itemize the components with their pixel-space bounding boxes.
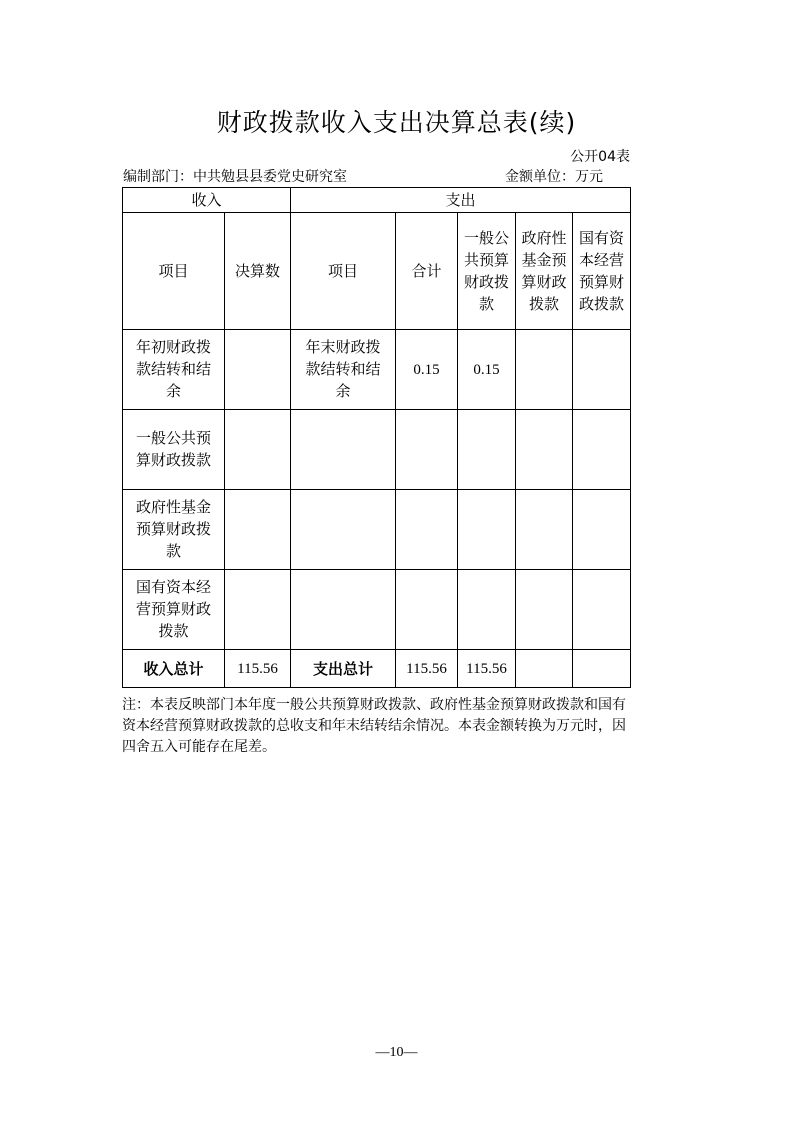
row-general [458, 410, 516, 490]
total-total: 115.56 [396, 650, 458, 688]
row-state [573, 570, 631, 650]
row-expense-item: 年末财政拨款结转和结余 [291, 330, 396, 410]
row-total [396, 570, 458, 650]
group-expense-header: 支出 [291, 188, 631, 213]
header-income-item: 项目 [123, 213, 225, 330]
group-header-row [123, 188, 631, 213]
row-state [573, 490, 631, 570]
row-income-amount [225, 570, 291, 650]
row-total [396, 410, 458, 490]
header-total: 合计 [396, 213, 458, 330]
page-number: —10— [375, 1045, 418, 1060]
form-code: 公开04表 [570, 149, 630, 165]
row-fund [516, 410, 573, 490]
unit-label: 金额单位：万元 [505, 169, 603, 185]
row-fund [516, 490, 573, 570]
org-label: 编制部门：中共勉县县委党史研究室 [123, 169, 347, 185]
row-general [458, 570, 516, 650]
total-general: 115.56 [458, 650, 516, 688]
table-note: 注：本表反映部门本年度一般公共预算财政拨款、政府性基金预算财政拨款和国有资本经营预算财政拨款的总收支和年末结转结余情况。本表金额转换为万元时，因四舍五入可能存在尾差。 [122, 698, 626, 755]
table-row [123, 490, 631, 570]
row-income-item: 政府性基金预算财政拨款 [123, 490, 225, 570]
row-income-item: 一般公共预算财政拨款 [123, 410, 225, 490]
row-income-amount [225, 330, 291, 410]
total-state [573, 650, 631, 688]
row-expense-item [291, 570, 396, 650]
header-general: 一般公共预算财政拨款 [458, 213, 516, 330]
table-row [123, 330, 631, 410]
row-income-amount [225, 490, 291, 570]
total-expense-label: 支出总计 [291, 650, 396, 688]
row-fund [516, 330, 573, 410]
row-total: 0.15 [396, 330, 458, 410]
budget-table [122, 187, 631, 688]
table-row [123, 570, 631, 650]
row-expense-item [291, 490, 396, 570]
group-income-header: 收入 [123, 188, 291, 213]
column-header-row [123, 213, 631, 330]
row-state [573, 330, 631, 410]
header-state: 国有资本经营预算财政拨款 [573, 213, 631, 330]
row-income-item: 国有资本经营预算财政拨款 [123, 570, 225, 650]
header-fund: 政府性基金预算财政拨款 [516, 213, 573, 330]
totals-row [123, 650, 631, 688]
total-income-label: 收入总计 [123, 650, 225, 688]
row-expense-item [291, 410, 396, 490]
row-general [458, 490, 516, 570]
row-general: 0.15 [458, 330, 516, 410]
total-income-amount: 115.56 [225, 650, 291, 688]
total-fund [516, 650, 573, 688]
header-income-amount: 决算数 [225, 213, 291, 330]
row-fund [516, 570, 573, 650]
row-income-amount [225, 410, 291, 490]
header-expense-item: 项目 [291, 213, 396, 330]
row-total [396, 490, 458, 570]
row-state [573, 410, 631, 490]
page-title: 财政拨款收入支出决算总表(续) [216, 108, 577, 137]
table-row [123, 410, 631, 490]
row-income-item: 年初财政拨款结转和结余 [123, 330, 225, 410]
